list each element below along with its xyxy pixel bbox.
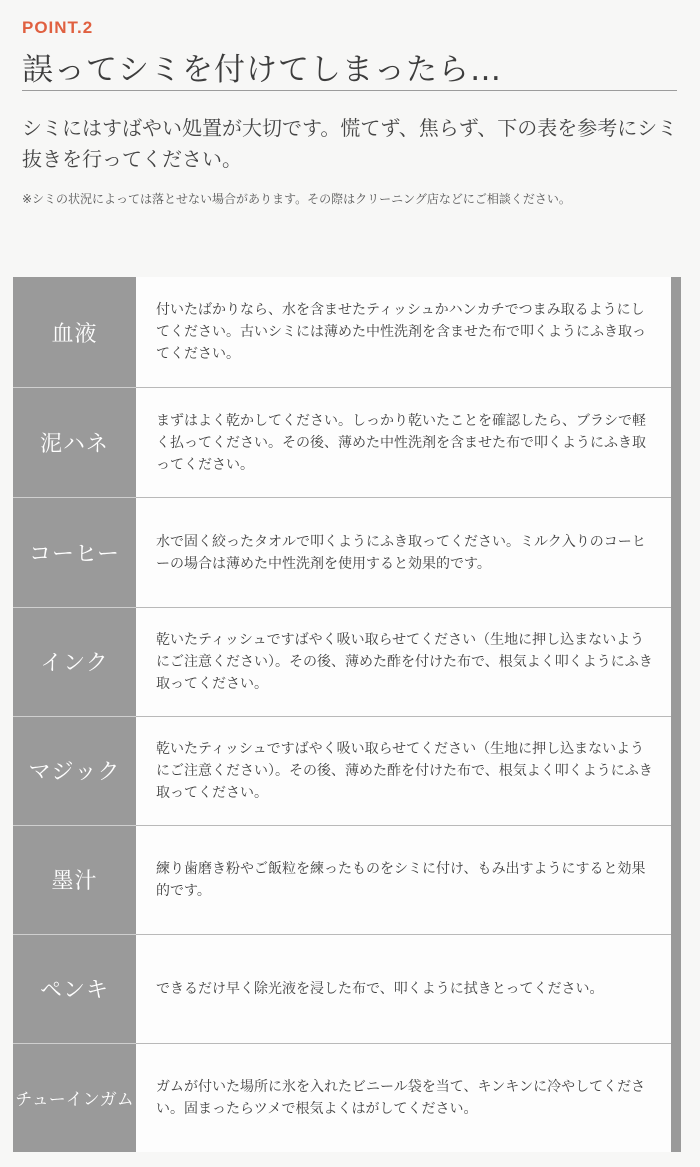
table-row — [13, 387, 681, 497]
row-category: インク — [40, 651, 109, 676]
row-description: できるだけ早く除光液を浸した布で、叩くように拭きとってください。 — [156, 981, 604, 997]
row-category: 泥ハネ — [39, 431, 109, 457]
table-row — [13, 1043, 681, 1152]
row-category: ペンキ — [39, 978, 109, 1003]
table-row — [13, 825, 681, 934]
table-row — [13, 934, 681, 1043]
row-description-cell — [136, 387, 671, 497]
table-row — [13, 497, 681, 607]
point-label: POINT.2 — [22, 18, 94, 37]
row-description-cell — [136, 1043, 671, 1152]
row-description-cell — [136, 607, 671, 716]
row-description: 水で固く絞ったタオルで叩くようにふき取ってください。ミルク入りのコーヒーの場合は薄めた中性洗剤を使用すると効果的です。 — [156, 533, 646, 572]
table-row — [13, 607, 681, 716]
row-description: 練り歯磨き粉やご飯粒を練ったものをシミに付け、もみ出すようにすると効果的です。 — [156, 861, 646, 899]
table-row — [13, 716, 681, 825]
row-category: チューインガム — [15, 1090, 134, 1110]
intro-note: ※シミの状況によっては落とせない場合があります。その際はクリーニング店などにご相談ください。 — [22, 192, 571, 206]
row-description-cell — [136, 277, 671, 387]
stain-removal-table — [13, 277, 681, 1152]
row-description: まずはよく乾かしてください。しっかり乾いたことを確認したら、ブラシで軽く払ってください。その後、薄めた中性洗剤を含ませた布で叩くようにふき取ってください。 — [156, 412, 646, 473]
title-divider — [22, 90, 677, 91]
row-description-cell — [136, 716, 671, 825]
row-description-cell — [136, 825, 671, 934]
row-description: ガムが付いた場所に氷を入れたビニール袋を当て、キンキンに冷やしてください。固まったらツメで根気よくはがしてください。 — [156, 1079, 646, 1117]
row-category: マジック — [28, 760, 121, 785]
row-category: 血液 — [51, 321, 98, 347]
row-description-cell — [136, 934, 671, 1043]
row-description: 乾いたティッシュですばやく吸い取らせてください（生地に押し込まないようにご注意ください）。その後、薄めた酢を付けた布で、根気よく叩くようにふき取ってください。 — [156, 741, 653, 801]
page-title: 誤ってシミを付けてしまったら… — [22, 52, 502, 88]
row-description-cell — [136, 497, 671, 607]
table-row — [13, 277, 681, 387]
row-category: 墨汁 — [51, 869, 98, 894]
row-description: 乾いたティッシュですばやく吸い取らせてください（生地に押し込まないようにご注意ください）。その後、薄めた酢を付けた布で、根気よく叩くようにふき取ってください。 — [156, 632, 653, 692]
row-category: コーヒー — [28, 541, 121, 567]
intro-text: シミにはすばやい処置が大切です。慌てず、焦らず、下の表を参考にシミ抜きを行ってください。 — [22, 116, 678, 171]
row-description: 付いたばかりなら、水を含ませたティッシュかハンカチでつまみ取るようにしてください。古いシミには薄めた中性洗剤を含ませた布で叩くようにふき取ってください。 — [156, 302, 646, 362]
